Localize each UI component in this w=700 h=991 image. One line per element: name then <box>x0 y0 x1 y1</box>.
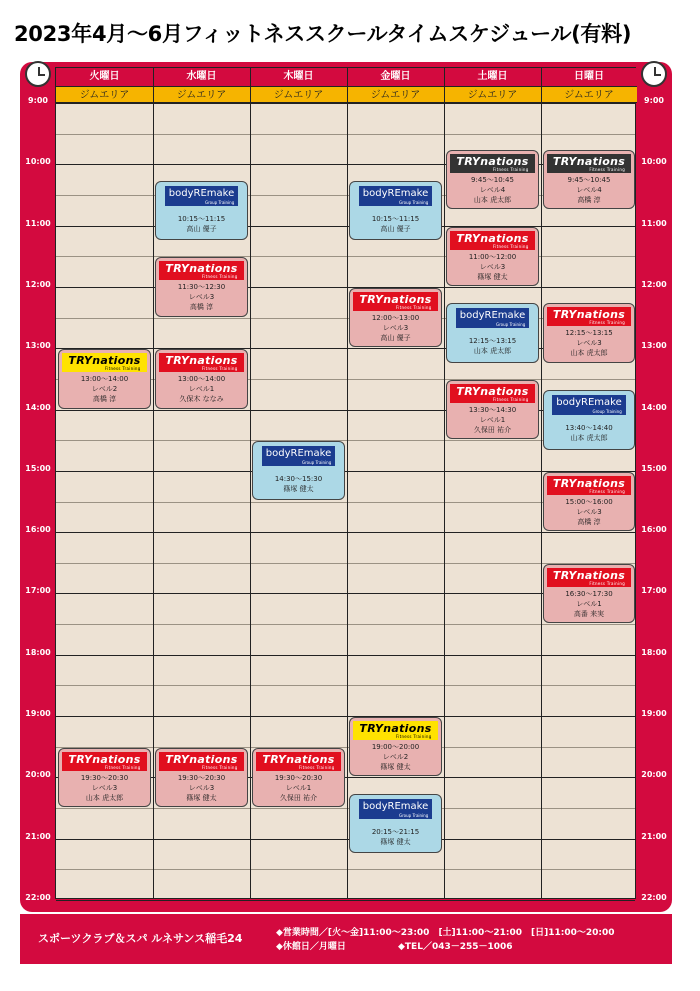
logo-text: bodyREmake <box>362 187 429 199</box>
club-name: スポーツクラブ＆スパ ルネサンス稲毛24 <box>38 932 243 945</box>
class-instructor: 山本 虎太郎 <box>85 793 124 802</box>
class-time: 9:45～10:45 <box>471 175 514 184</box>
time-label: 10:00 <box>25 157 51 167</box>
logo-text: TRYnations <box>456 384 529 398</box>
grid-line <box>56 134 635 135</box>
class-block[interactable] <box>446 380 539 439</box>
grid-line <box>56 900 635 901</box>
class-time: 10:15～11:15 <box>177 214 226 223</box>
class-instructor: 山本 虎太郎 <box>570 349 608 358</box>
class-level: レベル1 <box>188 385 215 394</box>
class-level: レベル3 <box>576 507 602 516</box>
trynations-logo <box>159 261 243 280</box>
area-header: ジムエリア <box>444 86 541 103</box>
column-divider <box>153 68 154 898</box>
class-block[interactable] <box>252 441 345 500</box>
class-time: 10:15～11:15 <box>371 214 420 223</box>
logo-subtext: Fitness Training <box>589 580 626 586</box>
class-level: レベル3 <box>479 262 506 271</box>
logo-subtext: Group Training <box>302 460 332 466</box>
class-time: 16:30～17:30 <box>565 589 613 598</box>
bodyremake-logo <box>552 395 625 415</box>
class-instructor: 高山 優子 <box>186 224 217 233</box>
class-instructor: 高橋 淳 <box>92 395 117 404</box>
time-label: 15:00 <box>641 463 667 473</box>
logo-subtext: Fitness Training <box>201 366 238 372</box>
trynations-logo <box>159 353 243 372</box>
area-header: ジムエリア <box>541 86 637 103</box>
trynations-logo <box>62 353 146 372</box>
class-time: 12:15～13:15 <box>468 337 517 346</box>
class-level: レベル3 <box>382 323 409 332</box>
bodyremake-logo <box>456 308 529 328</box>
logo-text: TRYnations <box>552 308 626 322</box>
class-time: 13:40～14:40 <box>565 424 613 433</box>
class-block[interactable] <box>446 303 539 362</box>
class-time: 13:30～14:30 <box>468 405 517 414</box>
column-divider <box>444 68 445 898</box>
class-time: 19:00～20:00 <box>371 743 420 752</box>
logo-text: TRYnations <box>552 568 626 582</box>
time-label: 20:00 <box>25 770 51 780</box>
class-level: レベル1 <box>479 415 506 424</box>
time-label: 9:00 <box>644 96 664 105</box>
logo-subtext: Fitness Training <box>589 166 626 172</box>
class-instructor: 高橋 淳 <box>189 303 214 312</box>
class-instructor: 高橋 淳 <box>577 517 601 526</box>
logo-text: bodyREmake <box>362 800 429 812</box>
trynations-logo <box>547 307 631 326</box>
column-divider <box>250 68 251 898</box>
class-instructor: 久保田 祐介 <box>473 425 512 434</box>
clock-icon <box>641 61 667 87</box>
logo-text: TRYnations <box>552 476 626 490</box>
class-block[interactable] <box>543 303 635 362</box>
trynations-logo <box>256 752 340 771</box>
class-time: 13:00～14:00 <box>177 375 226 384</box>
time-label: 15:00 <box>25 463 51 473</box>
time-label: 12:00 <box>641 279 667 289</box>
time-label: 13:00 <box>25 341 51 351</box>
logo-text: TRYnations <box>456 231 529 245</box>
logo-subtext: Fitness Training <box>589 488 626 494</box>
class-block[interactable] <box>155 748 248 807</box>
time-label: 18:00 <box>641 647 667 657</box>
class-instructor: 篠塚 健太 <box>380 763 411 772</box>
class-time: 20:15～21:15 <box>371 827 420 836</box>
grid-line <box>56 624 635 625</box>
trynations-logo <box>353 292 437 311</box>
logo-text: TRYnations <box>359 292 432 306</box>
logo-subtext: Group Training <box>399 199 429 205</box>
logo-text: TRYnations <box>359 722 432 736</box>
time-label: 16:00 <box>641 525 667 535</box>
class-level: レベル3 <box>91 783 118 792</box>
logo-text: TRYnations <box>165 752 238 766</box>
class-instructor: 山本 虎太郎 <box>473 347 512 356</box>
logo-subtext: Fitness Training <box>492 243 529 249</box>
class-instructor: 山本 虎太郎 <box>570 434 608 443</box>
class-block[interactable] <box>252 748 345 807</box>
time-label: 22:00 <box>641 893 667 902</box>
time-label: 14:00 <box>641 402 667 412</box>
bodyremake-logo <box>262 446 335 466</box>
logo-text: bodyREmake <box>265 448 332 460</box>
grid-line <box>56 716 635 717</box>
logo-text: TRYnations <box>552 154 626 168</box>
time-label: 19:00 <box>25 709 51 719</box>
grid-line <box>56 532 635 533</box>
class-block[interactable] <box>446 150 539 209</box>
logo-subtext: Group Training <box>496 322 526 328</box>
logo-subtext: Group Training <box>399 812 429 818</box>
class-instructor: 高山 優子 <box>380 224 411 233</box>
logo-text: bodyREmake <box>168 187 235 199</box>
timetable-grid <box>55 67 636 899</box>
area-header: ジムエリア <box>153 86 250 103</box>
grid-line <box>56 685 635 686</box>
time-label: 13:00 <box>641 341 667 351</box>
class-instructor: 篠塚 健太 <box>186 793 217 802</box>
column-divider <box>541 68 542 898</box>
logo-subtext: Fitness Training <box>589 320 626 326</box>
class-level: レベル3 <box>188 293 215 302</box>
logo-subtext: Fitness Training <box>395 304 432 310</box>
class-time: 9:45～10:45 <box>567 175 611 184</box>
class-level: レベル4 <box>576 185 602 194</box>
grid-line <box>56 839 635 840</box>
logo-subtext: Fitness Training <box>104 764 141 770</box>
trynations-logo <box>62 752 146 771</box>
class-block[interactable] <box>543 564 635 623</box>
grid-line <box>56 103 635 104</box>
class-time: 13:00～14:00 <box>80 375 129 384</box>
trynations-logo <box>159 752 243 771</box>
class-level: レベル2 <box>382 753 409 762</box>
trynations-logo <box>450 231 534 250</box>
class-block[interactable] <box>543 150 635 209</box>
class-block[interactable] <box>58 349 151 408</box>
area-header: ジムエリア <box>347 86 444 103</box>
trynations-logo <box>353 721 437 740</box>
clock-icon <box>25 61 51 87</box>
class-time: 15:00～16:00 <box>565 497 613 506</box>
class-time: 19:30～20:30 <box>177 773 226 782</box>
class-instructor: 久保木 ななみ <box>179 395 224 404</box>
time-label: 17:00 <box>25 586 51 596</box>
telephone: ◆TEL／043－255－1006 <box>398 942 513 952</box>
class-instructor: 久保田 祐介 <box>279 793 318 802</box>
time-label: 9:00 <box>28 96 48 105</box>
day-header: 木曜日 <box>250 68 347 86</box>
logo-subtext: Fitness Training <box>492 396 529 402</box>
class-level: レベル3 <box>188 783 215 792</box>
class-time: 19:30～20:30 <box>274 773 323 782</box>
logo-subtext: Fitness Training <box>395 734 432 740</box>
class-level: レベル4 <box>479 185 506 194</box>
class-block[interactable] <box>155 257 248 316</box>
class-time: 19:30～20:30 <box>80 773 129 782</box>
grid-line <box>56 226 635 227</box>
class-block[interactable] <box>155 349 248 408</box>
class-level: レベル3 <box>576 339 602 348</box>
time-label: 11:00 <box>25 218 51 228</box>
closed-day: ◆休館日／月曜日 <box>276 942 346 952</box>
grid-line <box>56 808 635 809</box>
day-header: 日曜日 <box>541 68 637 86</box>
trynations-logo <box>450 154 534 173</box>
day-header: 土曜日 <box>444 68 541 86</box>
class-block[interactable] <box>349 288 442 347</box>
class-time: 11:00～12:00 <box>468 252 517 261</box>
time-label: 16:00 <box>25 525 51 535</box>
time-label: 14:00 <box>25 402 51 412</box>
class-block[interactable] <box>155 181 248 240</box>
time-label: 10:00 <box>641 157 667 167</box>
day-header: 水曜日 <box>153 68 250 86</box>
class-instructor: 篠塚 健太 <box>283 485 314 494</box>
time-label: 19:00 <box>641 709 667 719</box>
logo-subtext: Fitness Training <box>201 764 238 770</box>
logo-subtext: Fitness Training <box>201 274 238 280</box>
grid-line <box>56 869 635 870</box>
logo-text: TRYnations <box>456 154 529 168</box>
column-divider <box>347 68 348 898</box>
time-label: 17:00 <box>641 586 667 596</box>
class-block[interactable] <box>349 181 442 240</box>
grid-line <box>56 256 635 257</box>
time-label: 18:00 <box>25 647 51 657</box>
class-instructor: 高橋 淳 <box>577 195 601 204</box>
bodyremake-logo <box>359 799 432 819</box>
footer <box>20 914 672 964</box>
area-header: ジムエリア <box>56 86 153 103</box>
opening-hours: ◆営業時間／[火～金]11:00～23:00 [土]11:00～21:00 [日]11:00～20:00 <box>276 928 615 938</box>
logo-text: TRYnations <box>68 752 141 766</box>
trynations-logo <box>547 154 631 173</box>
logo-text: bodyREmake <box>459 310 526 322</box>
logo-subtext: Fitness Training <box>298 764 335 770</box>
class-block[interactable] <box>446 227 539 286</box>
class-instructor: 山本 虎太郎 <box>473 195 512 204</box>
logo-subtext: Group Training <box>592 409 622 415</box>
logo-subtext: Fitness Training <box>492 166 529 172</box>
class-block[interactable] <box>58 748 151 807</box>
time-label: 12:00 <box>25 279 51 289</box>
time-label: 21:00 <box>25 831 51 841</box>
class-block[interactable] <box>349 717 442 776</box>
class-block[interactable] <box>543 390 635 449</box>
class-instructor: 高番 来実 <box>573 609 605 618</box>
grid-line <box>56 655 635 656</box>
trynations-logo <box>450 384 534 403</box>
logo-text: TRYnations <box>68 354 141 368</box>
logo-text: bodyREmake <box>556 397 622 409</box>
class-block[interactable] <box>349 794 442 853</box>
trynations-logo <box>547 568 631 587</box>
logo-subtext: Group Training <box>205 199 235 205</box>
bodyremake-logo <box>359 186 432 206</box>
class-instructor: 篠塚 健太 <box>380 837 411 846</box>
logo-text: TRYnations <box>165 262 238 276</box>
trynations-logo <box>547 476 631 495</box>
time-label: 20:00 <box>641 770 667 780</box>
class-instructor: 高山 優子 <box>380 333 411 342</box>
day-header: 金曜日 <box>347 68 444 86</box>
grid-line <box>56 287 635 288</box>
time-label: 11:00 <box>641 218 667 228</box>
time-label: 21:00 <box>641 831 667 841</box>
class-level: レベル1 <box>285 783 312 792</box>
logo-text: TRYnations <box>262 752 335 766</box>
class-instructor: 篠塚 健太 <box>477 272 508 281</box>
logo-subtext: Fitness Training <box>104 366 141 372</box>
class-time: 12:00～13:00 <box>371 313 420 322</box>
area-header: ジムエリア <box>250 86 347 103</box>
class-level: レベル1 <box>576 599 602 608</box>
page-title: 2023年4月～6月フィットネススクールタイムスケジュール(有料) <box>14 22 632 46</box>
class-block[interactable] <box>543 472 635 531</box>
class-time: 12:15～13:15 <box>565 329 613 338</box>
class-time: 11:30～12:30 <box>177 283 226 292</box>
class-level: レベル2 <box>91 385 118 394</box>
logo-text: TRYnations <box>165 354 238 368</box>
class-time: 14:30～15:30 <box>274 475 323 484</box>
time-label: 22:00 <box>25 893 51 902</box>
bodyremake-logo <box>165 186 238 206</box>
day-header: 火曜日 <box>56 68 153 86</box>
